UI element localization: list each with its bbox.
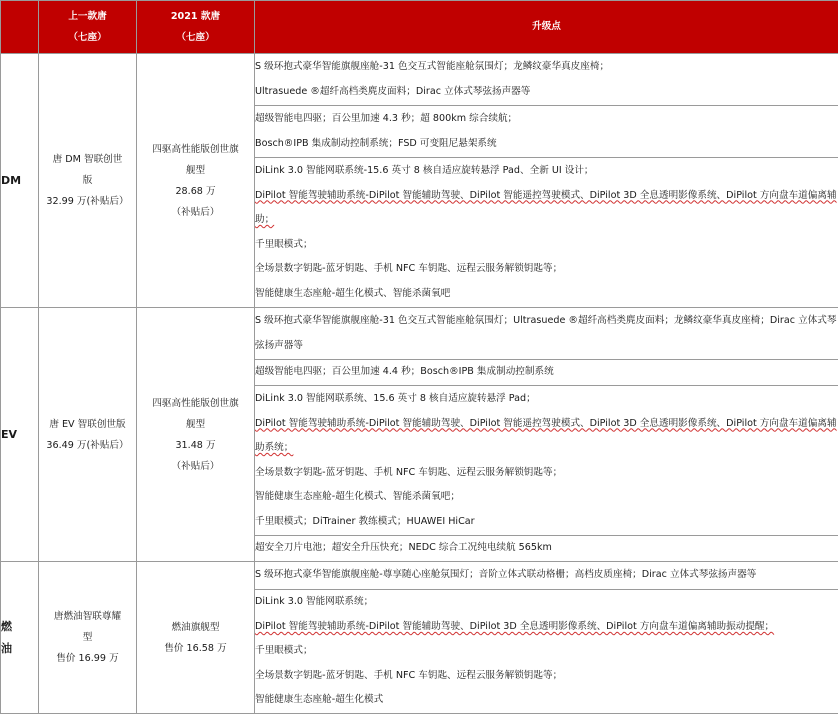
ev-row-group1 xyxy=(1,308,838,360)
upgrade-line: S 级环抱式豪华智能旗舰座舱-31 色交互式智能座舱氛围灯；龙鳞纹豪华真皮座椅； xyxy=(255,61,610,72)
header-type-cell xyxy=(1,1,39,54)
upgrade-line: DiPilot 智能驾驶辅助系统-DiPilot 智能辅助驾驶、DiPilot 3D 全息透明影像系统、DiPilot 方向盘车道偏离辅助振动提醒； xyxy=(255,620,775,632)
upgrade-line: 超级智能电四驱；百公里加速 4.4 秒；Bosch®IPB 集成制动控制系统 xyxy=(255,366,554,378)
upgrade-line: DiLink 3.0 智能网联系统； xyxy=(255,596,374,608)
header-upgrade-points: 升级点 xyxy=(255,1,838,54)
dm-upgrade-intelligence xyxy=(255,158,838,308)
type-ev: EV xyxy=(1,308,39,562)
upgrade-line: 智能健康生态座舱-超生化模式、智能杀菌氧吧； xyxy=(255,491,460,502)
upgrade-line: 超安全刀片电池；超安全升压快充；NEDC 综合工况纯电续航 565km xyxy=(255,542,552,554)
ev-upgrade-intelligence xyxy=(255,386,838,536)
type-dm: DM xyxy=(1,54,39,308)
upgrade-line: DiPilot 智能驾驶辅助系统-DiPilot 智能辅助驾驶、DiPilot 智能遥控驾驶模式、DiPilot 3D 全息透明影像系统、DiPilot 方向盘车道偏离辅助； xyxy=(255,189,837,225)
upgrade-line: 全场景数字钥匙-蓝牙钥匙、手机 NFC 车钥匙、远程云服务解锁钥匙等； xyxy=(255,466,563,478)
dm-previous-model: 唐 DM 智联创世 版 32.99 万(补贴后） xyxy=(39,54,137,308)
fuel-upgrade-intelligence xyxy=(255,590,838,714)
upgrade-line: S 级环抱式豪华智能旗舰座舱-尊享随心座舱氛围灯；音阶立体式联动格栅；高档皮质座椅；Dirac 立体式琴弦扬声器等 xyxy=(255,569,757,581)
ev-upgrade-powertrain xyxy=(255,360,838,386)
dm-upgrade-cabin xyxy=(255,54,838,106)
dm-row-group1 xyxy=(1,54,838,106)
upgrade-line: 千里眼模式；DiTrainer 教练模式；HUAWEI HiCar xyxy=(255,515,475,527)
upgrade-line: 全场景数字钥匙-蓝牙钥匙、手机 NFC 车钥匙、远程云服务解锁钥匙等； xyxy=(255,263,563,274)
upgrade-line: DiLink 3.0 智能网联系统、15.6 英寸 8 核自适应旋转悬浮 Pad； xyxy=(255,393,536,404)
upgrade-line: 全场景数字钥匙-蓝牙钥匙、手机 NFC 车钥匙、远程云服务解锁钥匙等； xyxy=(255,669,563,681)
upgrade-line: Bosch®IPB 集成制动控制系统；FSD 可变阻尼悬架系统 xyxy=(255,137,497,149)
upgrade-line: 千里眼模式； xyxy=(255,238,313,250)
ev-upgrade-cabin xyxy=(255,308,838,360)
upgrade-line: DiPilot 智能驾驶辅助系统-DiPilot 智能辅助驾驶、DiPilot 智能遥控驾驶模式、DiPilot 3D 全息透明影像系统、DiPilot 方向盘车道偏离辅助系统； xyxy=(255,417,837,453)
ev-upgrade-battery xyxy=(255,536,838,562)
fuel-previous-model: 唐燃油智联尊耀 型 售价 16.99 万 xyxy=(39,562,137,714)
header-previous-model: 上一款唐 （七座） xyxy=(39,1,137,54)
ev-previous-model: 唐 EV 智联创世版 36.49 万(补贴后） xyxy=(39,308,137,562)
upgrade-line: Ultrasuede ®超纤高档类麂皮面料；Dirac 立体式琴弦扬声器等 xyxy=(255,85,531,97)
upgrade-line: 超级智能电四驱；百公里加速 4.3 秒；超 800km 综合续航； xyxy=(255,113,518,124)
fuel-row-group1 xyxy=(1,562,838,590)
fuel-upgrade-cabin xyxy=(255,562,838,590)
dm-upgrade-powertrain xyxy=(255,106,838,158)
header-2021-model: 2021 款唐 （七座） xyxy=(137,1,255,54)
ev-2021-model: 四驱高性能版创世旗 舰型 31.48 万 （补贴后） xyxy=(137,308,255,562)
upgrade-line: DiLink 3.0 智能网联系统-15.6 英寸 8 核自适应旋转悬浮 Pad、全新 UI 设计； xyxy=(255,165,594,176)
fuel-2021-model: 燃油旗舰型 售价 16.58 万 xyxy=(137,562,255,714)
upgrade-line: 千里眼模式； xyxy=(255,645,313,657)
upgrade-line: 智能健康生态座舱-超生化模式 xyxy=(255,694,384,706)
header-row xyxy=(1,1,838,54)
dm-2021-model: 四驱高性能版创世旗 舰型 28.68 万 （补贴后） xyxy=(137,54,255,308)
type-fuel: 燃 油 xyxy=(1,562,39,714)
upgrade-line: S 级环抱式豪华智能旗舰座舱-31 色交互式智能座舱氛围灯；Ultrasuede ®超纤高档类麂皮面料；龙鳞纹豪华真皮座椅；Dirac 立体式琴弦扬声器等 xyxy=(255,315,837,351)
upgrade-line: 智能健康生态座舱-超生化模式、智能杀菌氧吧 xyxy=(255,287,451,299)
